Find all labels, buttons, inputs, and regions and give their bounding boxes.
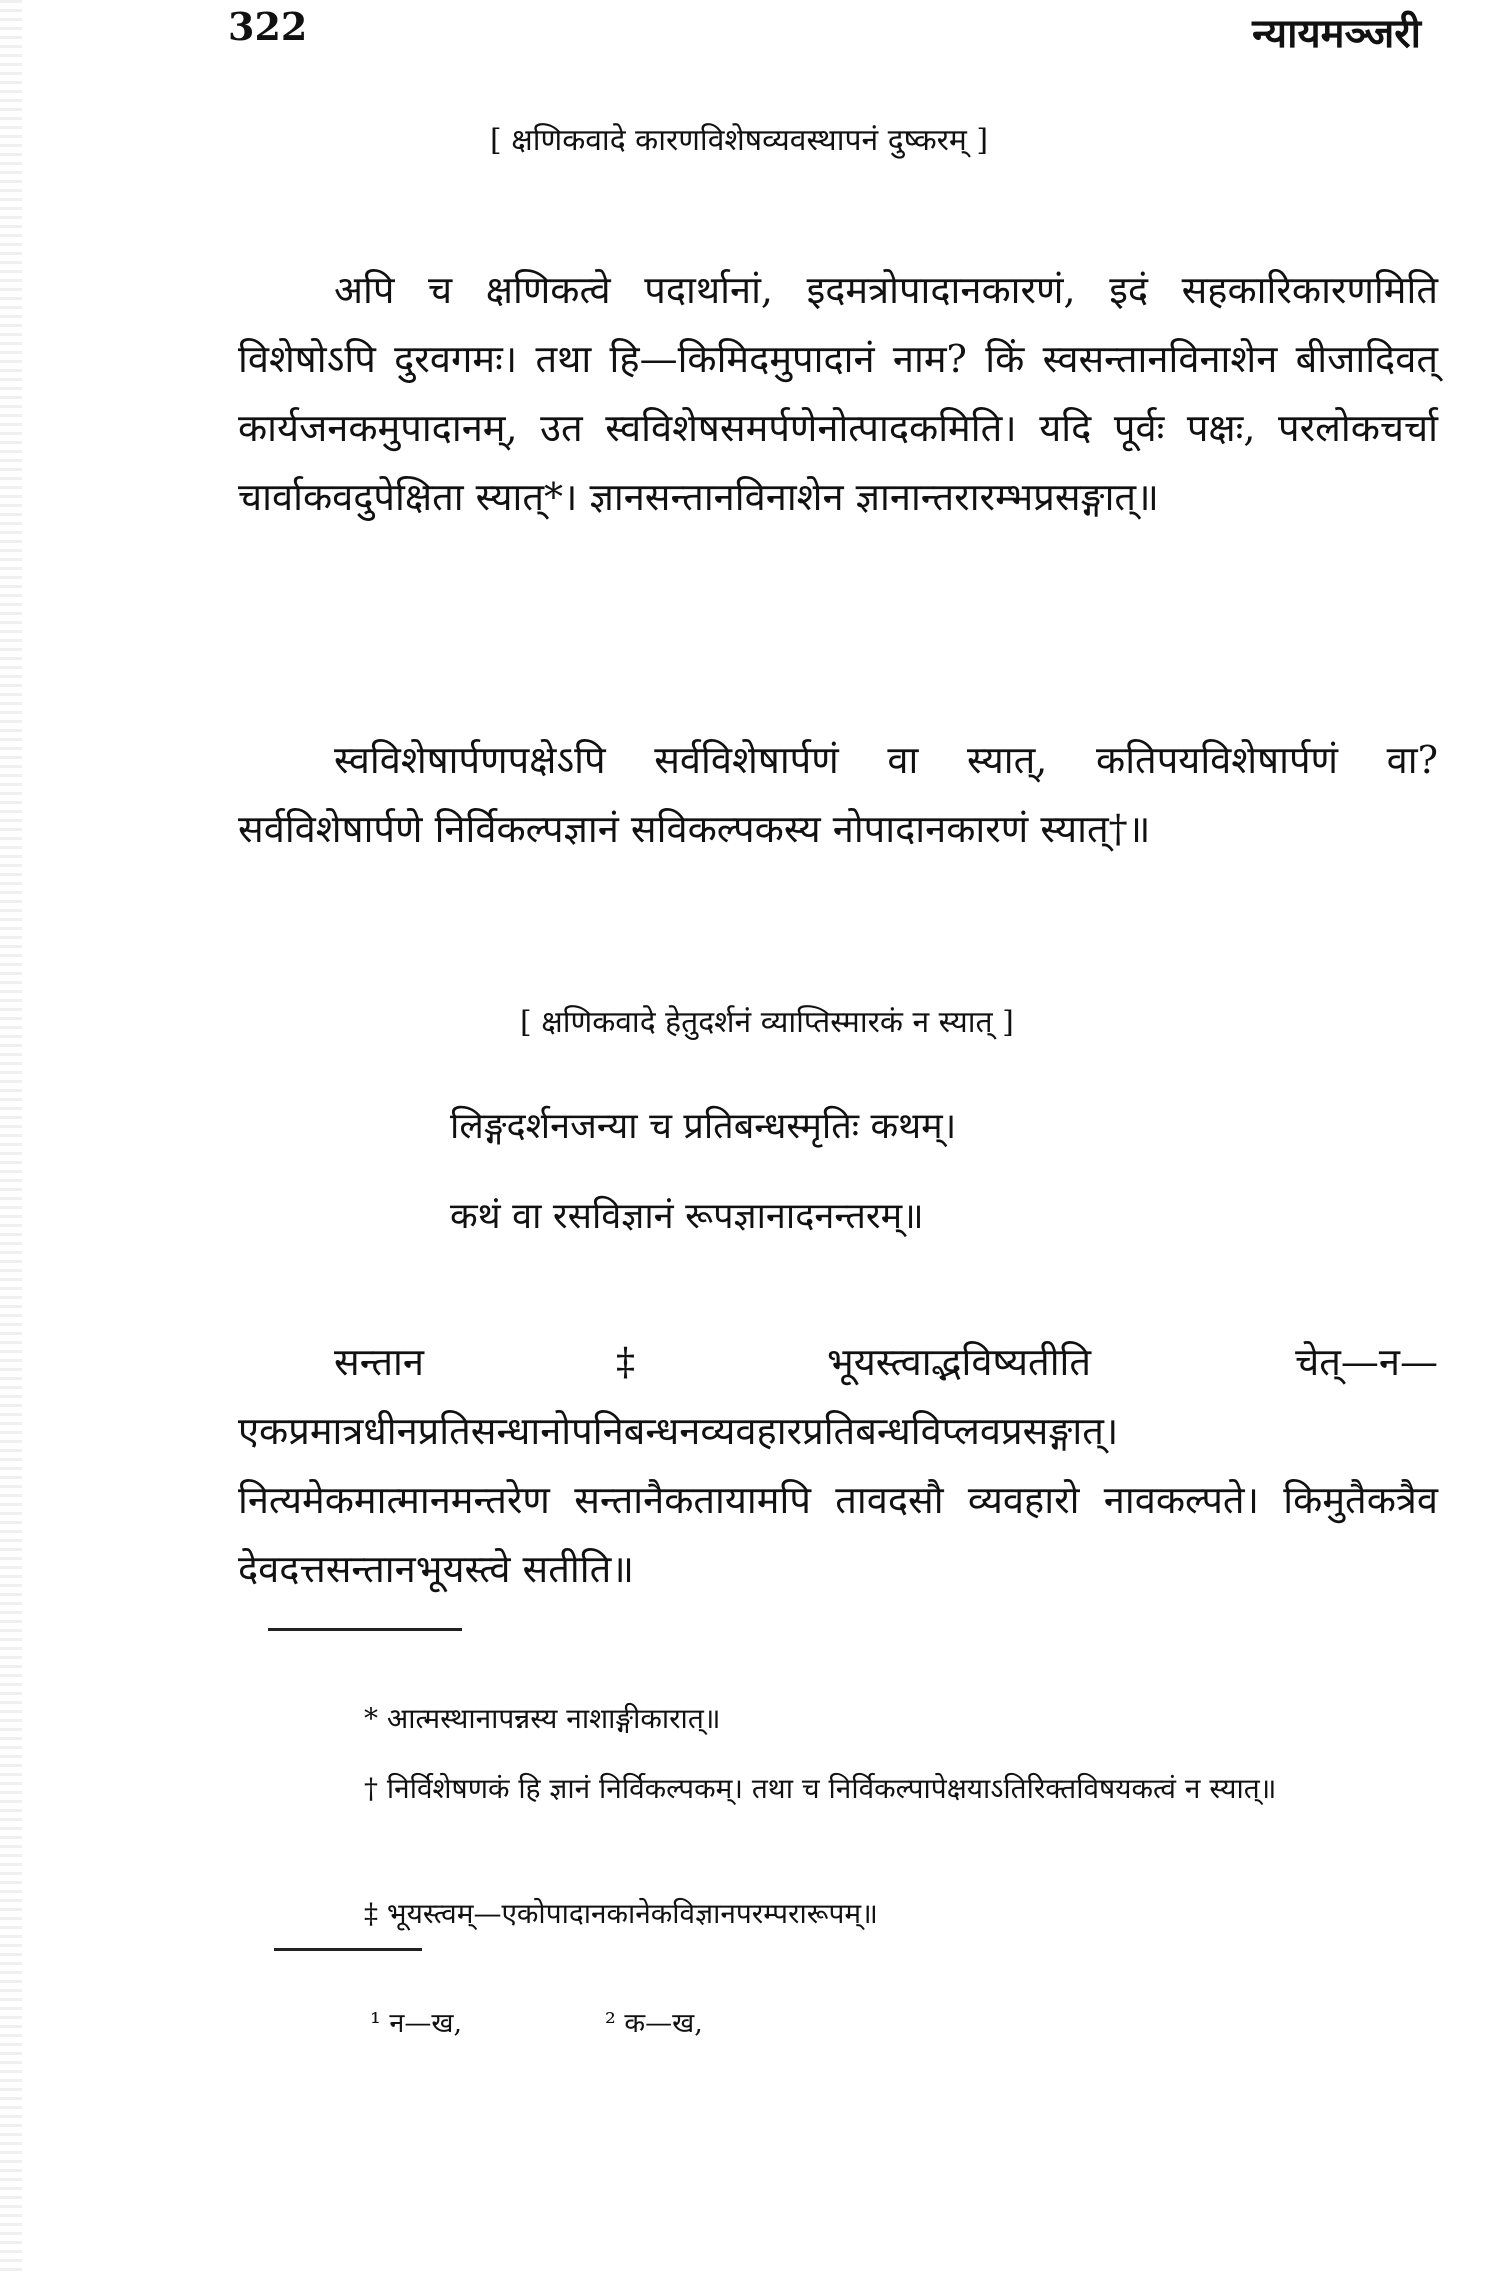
paragraph-2: स्वविशेषार्पणपक्षेऽपि सर्वविशेषार्पणं वा स्यात्, कतिपयविशेषार्पणं वा? सर्वविशेषार्पणे निर्विकल्पज्ञानं सविकल्पकस्य नोपादानकारणं स्यात्†॥ — [238, 738, 1438, 851]
footnote-3: ‡ भूयस्त्वम्—एकोपादानकानेकविज्ञानपरम्परारूपम्॥ — [364, 1897, 878, 1930]
verse-line-1: लिङ्गदर्शनजन्या च प्रतिबन्धस्मृतिः कथम्। — [450, 1106, 957, 1147]
running-title: न्यायमञ्जरी — [1252, 10, 1421, 57]
paragraph-3: सन्तान‡भूयस्त्वाद्भविष्यतीति चेत्—न—एकप्रमात्रधीनप्रतिसन्धानोपनिबन्धनव्यवहारप्रतिबन्धविप्लवप्रसङ्गात्। नित्यमेकमात्मानमन्तरेण सन्तानैकतायामपि तावदसौ व्यवहारो नावकल्पते। किमुतैकत्रैव देवदत्तसन्तानभूयस्त्वे सतीति॥ — [238, 1340, 1438, 1591]
page-scan-edge — [0, 0, 22, 2277]
section-heading-1: [ क्षणिकवादे कारणविशेषव्यवस्थापनं दुष्करम् ] — [490, 123, 989, 158]
paragraph-1: अपि च क्षणिकत्वे पदार्थानां, इदमत्रोपादानकारणं, इदं सहकारिकारणमिति विशेषोऽपि दुरवगमः। तथा हि—किमिदमुपादानं नाम? किं स्वसन्तानविनाशेन बीजादिवत् कार्यजनकमुपादानम्, उत स्वविशेषसमर्पणेनोत्पादकमिति। यदि पूर्वः पक्षः, परलोकचर्चा चार्वाकवदुपेक्षिता स्यात्*। ज्ञानसन्तानविनाशेन ज्ञानान्तरारम्भप्रसङ्गात्॥ — [238, 268, 1438, 519]
section-heading-2: [ क्षणिकवादे हेतुदर्शनं व्याप्तिस्मारकं न स्यात् ] — [520, 1005, 1014, 1040]
variant-divider — [274, 1948, 422, 1951]
variant-reading-2: ² क—ख, — [605, 2008, 703, 2039]
page-number: 322 — [228, 4, 308, 49]
verse-line-2: कथं वा रसविज्ञानं रूपज्ञानादनन्तरम्॥ — [450, 1196, 924, 1237]
footnote-1: * आत्मस्थानापन्नस्य नाशाङ्गीकारात्॥ — [364, 1702, 721, 1735]
variant-reading-1: ¹ न—ख, — [370, 2008, 463, 2039]
footnote-2: † निर्विशेषणकं हि ज्ञानं निर्विकल्पकम्। तथा च निर्विकल्पापेक्षयाऽतिरिक्तविषयकत्वं न स्यात्॥ — [364, 1772, 1277, 1805]
footnote-divider — [268, 1628, 462, 1631]
